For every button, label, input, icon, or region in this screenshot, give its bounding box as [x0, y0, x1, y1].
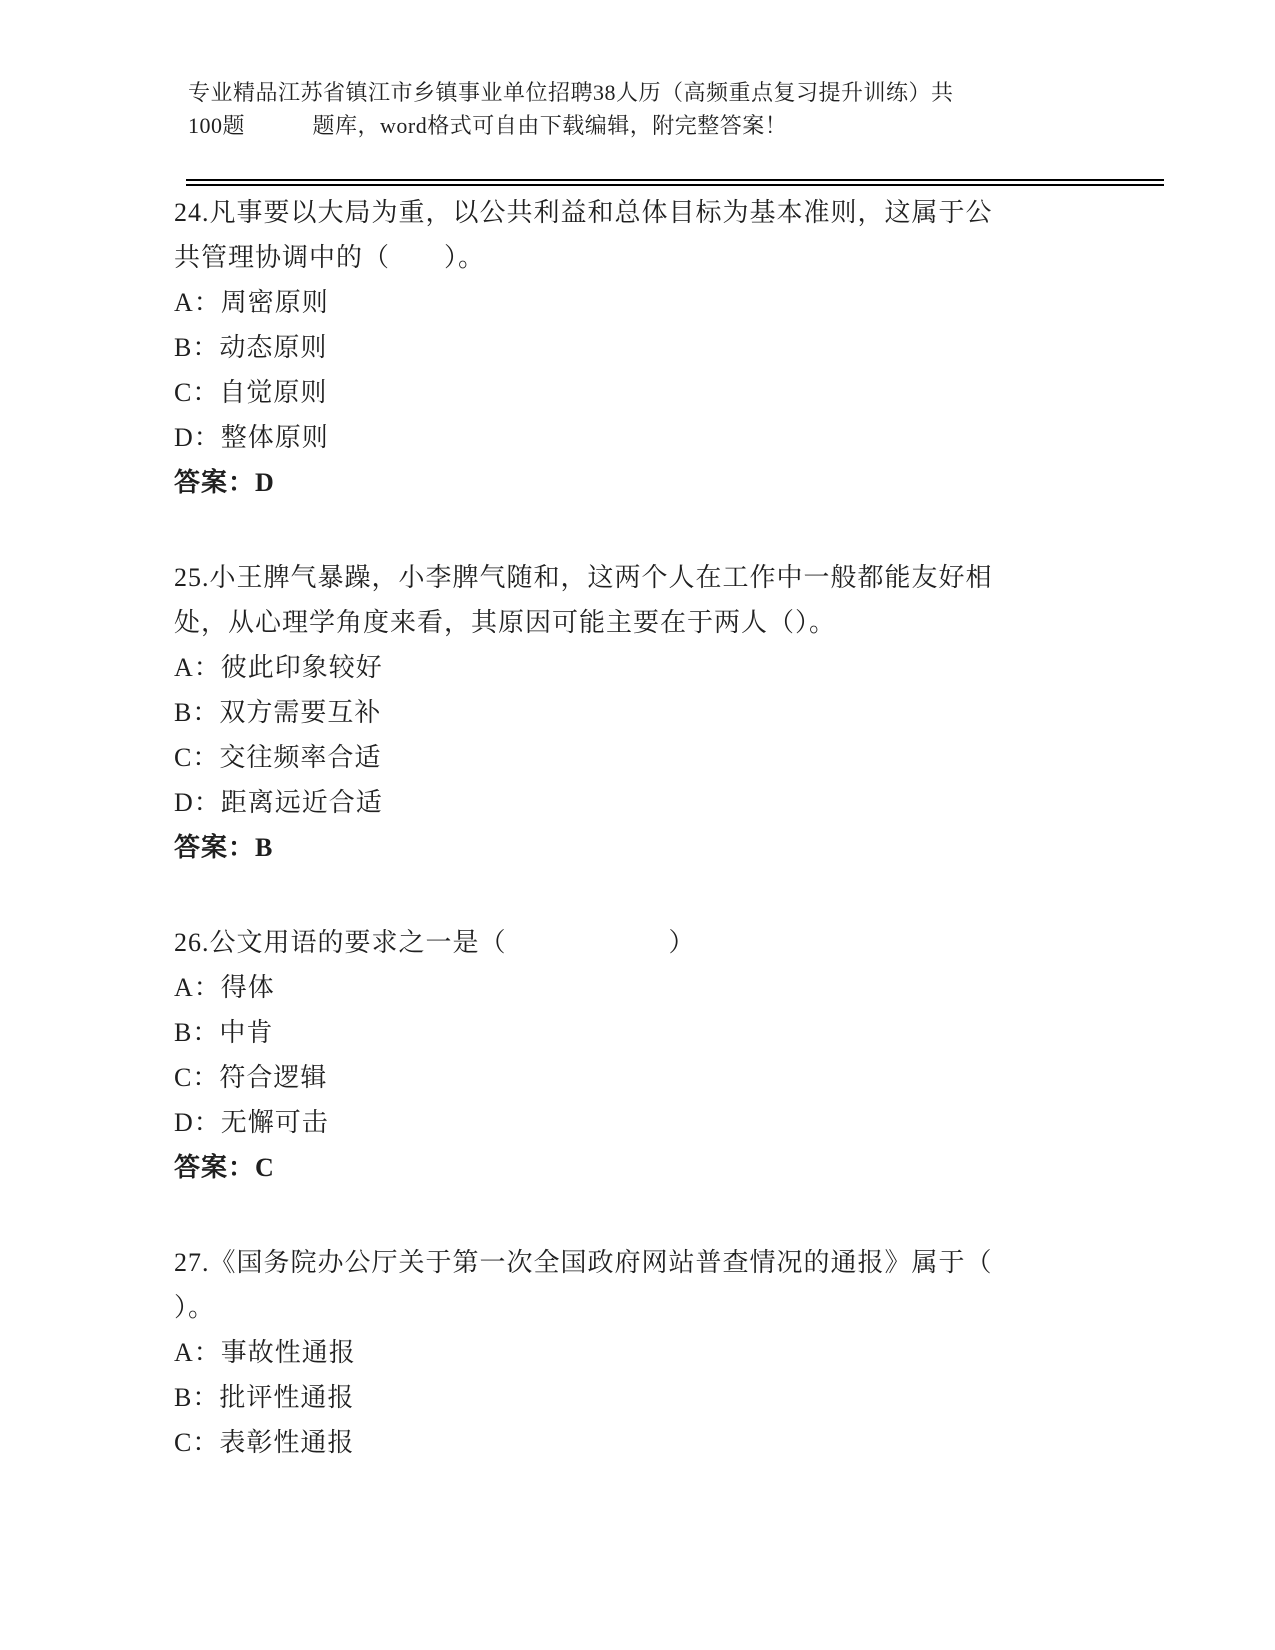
header-line-2: 100题 题库，word格式可自由下载编辑，附完整答案！ [188, 113, 788, 138]
question-25-option-d: D：距离远近合适 [174, 788, 383, 817]
question-27-stem-line-2: ）。 [174, 1293, 216, 1322]
question-24-option-d: D：整体原则 [174, 423, 329, 452]
question-25-option-a: A：彼此印象较好 [174, 653, 383, 682]
question-25-answer: 答案：B [174, 833, 274, 862]
question-24-option-c: C：自觉原则 [174, 378, 328, 407]
question-26 [174, 920, 1100, 1190]
question-26-answer: 答案：C [174, 1153, 275, 1182]
question-25 [174, 555, 1100, 870]
question-25-option-c: C：交往频率合适 [174, 743, 382, 772]
question-24-option-a: A：周密原则 [174, 288, 329, 317]
document-body [174, 190, 1100, 1465]
question-25-option-b: B：双方需要互补 [174, 698, 382, 727]
question-27-option-a: A：事故性通报 [174, 1338, 356, 1367]
header-divider-rule [186, 179, 1164, 186]
question-27 [174, 1240, 1100, 1465]
question-24-option-b: B：动态原则 [174, 333, 328, 362]
question-27-option-c: C：表彰性通报 [174, 1428, 355, 1457]
header-line-1: 专业精品江苏省镇江市乡镇事业单位招聘38人历（高频重点复习提升训练）共 [188, 80, 954, 105]
question-26-option-c: C：符合逻辑 [174, 1063, 328, 1092]
page-header [188, 0, 1165, 142]
question-25-stem-line-2: 处，从心理学角度来看，其原因可能主要在于两人（）。 [174, 608, 837, 637]
question-27-stem-line-1: 27.《国务院办公厅关于第一次全国政府网站普查情况的通报》属于（ [174, 1248, 993, 1277]
question-27-option-b: B：批评性通报 [174, 1383, 355, 1412]
question-24 [174, 190, 1100, 505]
question-26-option-d: D：无懈可击 [174, 1108, 329, 1137]
question-24-stem-line-2: 共管理协调中的（ ）。 [174, 243, 486, 272]
question-26-stem-line-1: 26.公文用语的要求之一是（ ） [174, 928, 696, 957]
question-26-option-b: B：中肯 [174, 1018, 274, 1047]
question-24-stem-line-1: 24.凡事要以大局为重，以公共利益和总体目标为基本准则，这属于公 [174, 198, 993, 227]
question-24-answer: 答案：D [174, 468, 275, 497]
question-26-option-a: A：得体 [174, 973, 275, 1002]
question-25-stem-line-1: 25.小王脾气暴躁，小李脾气随和，这两个人在工作中一般都能友好相 [174, 563, 993, 592]
